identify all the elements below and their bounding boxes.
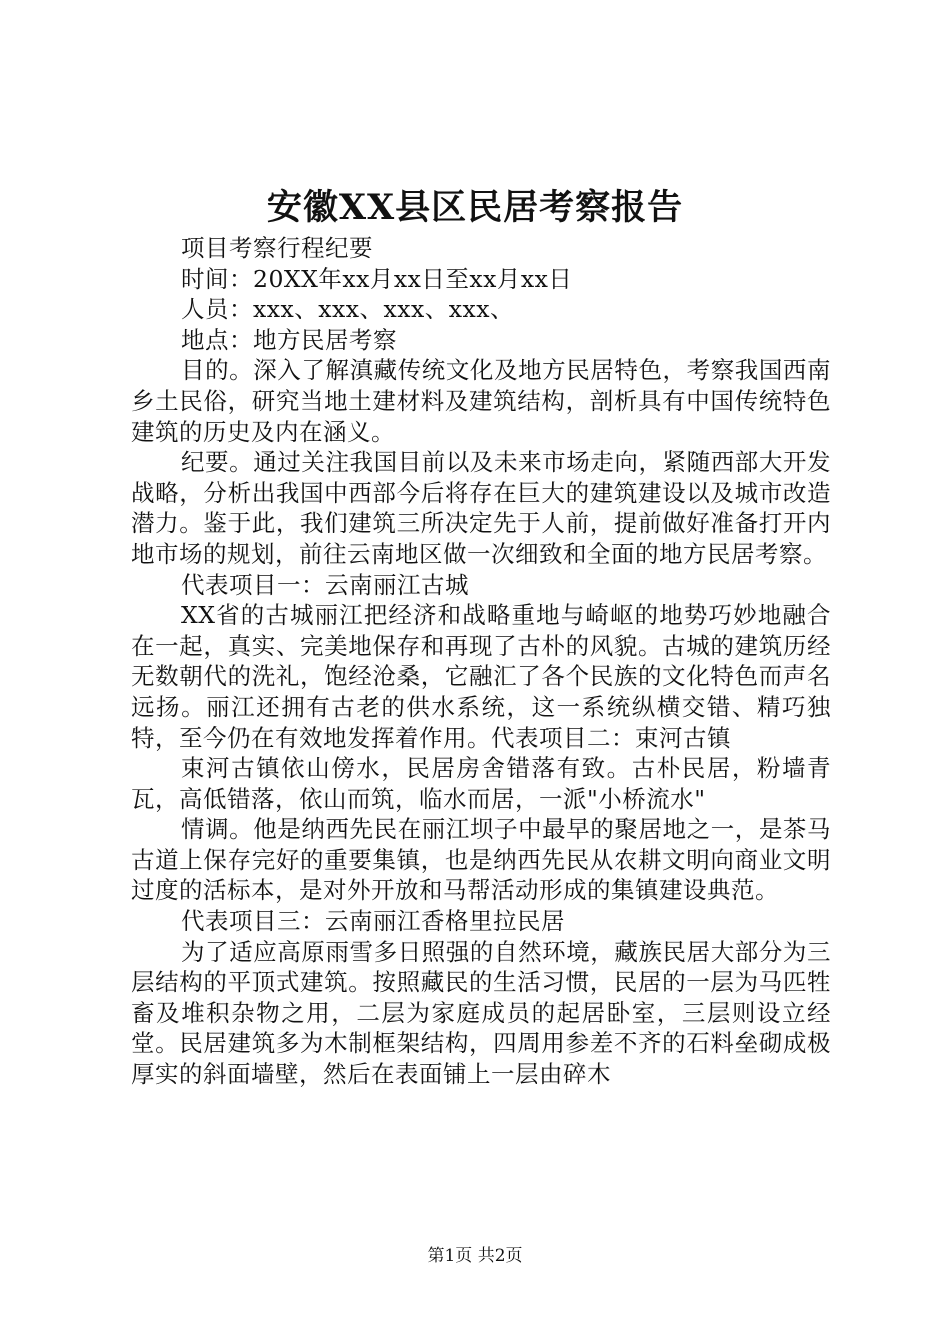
paragraph-project-one-heading: 代表项目一：云南丽江古城 (181, 570, 469, 599)
paragraph-summary: 纪要。通过关注我国目前以及未来市场走向，紧随西部大开发战略，分析出我国中西部今后将存在巨大的建筑建设以及城市改造潜力。鉴于此，我们建筑三所决定先于人前，提前做好准备打开内地市场的规划，前往云南地区做一次细致和全面的地方民居考察。 (131, 448, 831, 568)
paragraph-project-three-body: 为了适应高原雨雪多日照强的自然环境，藏族民居大部分为三层结构的平顶式建筑。按照藏民的生活习惯，民居的一层为马匹牲畜及堆积杂物之用，二层为家庭成员的起居卧室，三层则设立经堂。民居建筑多为木制框架结构，四周用参差不齐的石料垒砌成极厚实的斜面墙壁，然后在表面铺上一层由碎木 (131, 937, 831, 1089)
paragraph-itinerary-heading: 项目考察行程纪要 (181, 234, 373, 262)
page-footer: 第1页 共2页 (427, 1246, 523, 1266)
paragraph-time: 时间：20XX年xx月xx日至xx月xx日 (181, 264, 573, 293)
document-body (131, 233, 831, 1090)
paragraph-location: 地点：地方民居考察 (181, 325, 397, 354)
paragraph-project-two-continued: 情调。他是纳西先民在丽江坝子中最早的聚居地之一，是茶马古道上保存完好的重要集镇，也是纳西先民从农耕文明向商业文明过度的活标本，是对外开放和马帮活动形成的集镇建设典范。 (131, 815, 831, 905)
paragraph-project-one-body: XX省的古城丽江把经济和战略重地与崎岖的地势巧妙地融合在一起，真实、完美地保存和再现了古朴的风貌。古城的建筑历经无数朝代的洗礼，饱经沧桑，它融汇了各个民族的文化特色而声名远扬。丽江还拥有古老的供水系统，这一系统纵横交错、精巧独特，至今仍在有效地发挥着作用。代表项目二：束河古镇 (131, 601, 831, 752)
paragraph-project-three-heading: 代表项目三：云南丽江香格里拉民居 (181, 907, 565, 936)
paragraph-personnel: 人员：xxx、xxx、xxx、xxx、 (181, 295, 515, 324)
paragraph-project-two-body: 束河古镇依山傍水，民居房舍错落有致。古朴民居，粉墙青瓦，高低错落，依山而筑，临水而居，一派"小桥流水" (131, 754, 831, 813)
document-title: 安徽XX县区民居考察报告 (266, 187, 684, 228)
paragraph-purpose: 目的。深入了解滇藏传统文化及地方民居特色，考察我国西南乡土民俗，研究当地土建材料及建筑结构，剖析具有中国传统特色建筑的历史及内在涵义。 (131, 356, 831, 446)
